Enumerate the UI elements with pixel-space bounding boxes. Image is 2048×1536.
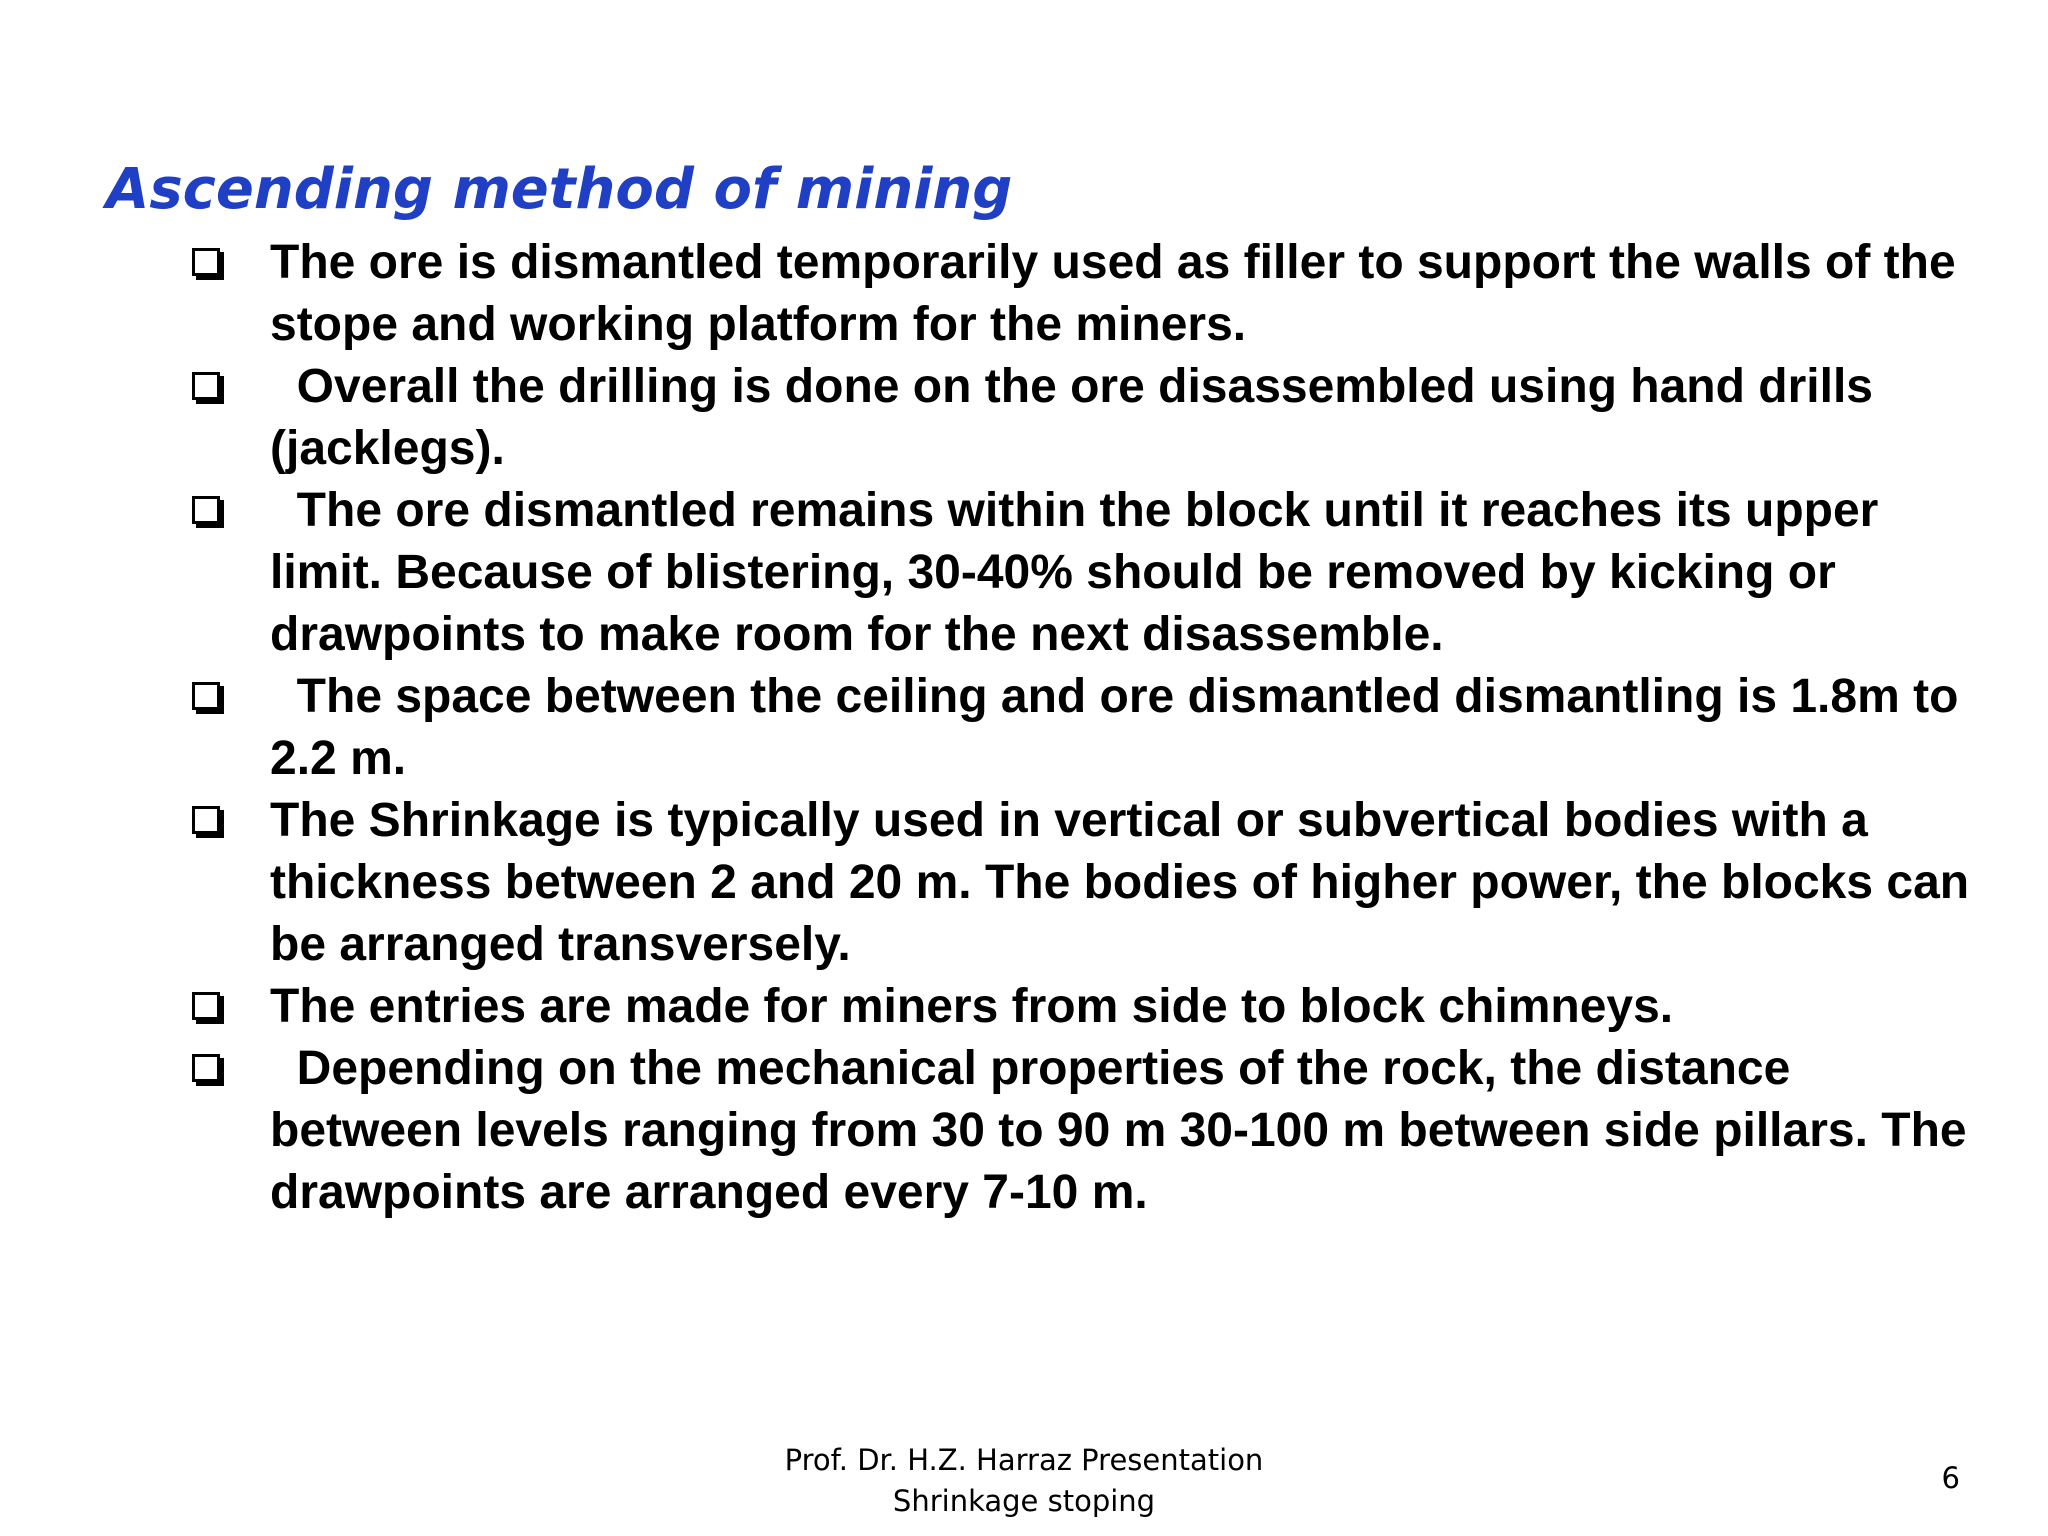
- checkbox-square-icon: [192, 1054, 220, 1082]
- checkbox-square-icon: [192, 248, 220, 276]
- bullet-item: [190, 1038, 1980, 1224]
- bullet-text: The entries are made for miners from side to block chimneys.: [270, 980, 1674, 1033]
- checkbox-square-icon: [192, 372, 220, 400]
- bullet-item: [190, 790, 1983, 976]
- bullet-item: [190, 480, 1970, 666]
- footer-author: Prof. Dr. H.Z. Harraz Presentation: [784, 1443, 1264, 1477]
- bullet-list: [190, 232, 1983, 1224]
- footer-topic: Shrinkage stoping: [892, 1484, 1156, 1518]
- bullet-item: [190, 356, 1970, 480]
- bullet-text: The ore dismantled remains within the block until it reaches its upper limit. Because of blistering, 30-40% should be removed by kicking or drawpoints to make room for the next disassemble.: [270, 484, 1892, 661]
- bullet-text: Depending on the mechanical properties of the rock, the distance between levels ranging from 30 to 90 m 30-100 m between side pillars. The drawpoints are arranged every 7-10 m.: [270, 1042, 1980, 1219]
- checkbox-square-icon: [192, 496, 220, 524]
- page-number: 6: [1941, 1461, 1960, 1495]
- checkbox-square-icon: [192, 682, 220, 710]
- bullet-text: The space between the ceiling and ore dismantled dismantling is 1.8m to 2.2 m.: [270, 670, 1972, 785]
- bullet-text: Overall the drilling is done on the ore disassembled using hand drills (jacklegs).: [270, 360, 1887, 475]
- footer-caption: [724, 1440, 1324, 1522]
- bullet-text: The ore is dismantled temporarily used as filler to support the walls of the stope and working platform for the miners.: [270, 236, 1970, 351]
- bullet-item: [190, 232, 1970, 356]
- checkbox-square-icon: [192, 992, 220, 1020]
- bullet-item: [190, 666, 1970, 790]
- slide-title: Ascending method of mining: [106, 157, 1013, 222]
- bullet-text: The Shrinkage is typically used in vertical or subvertical bodies with a thickness between 2 and 20 m. The bodies of higher power, the blocks can be arranged transversely.: [270, 794, 1983, 971]
- bullet-item: [190, 976, 1970, 1038]
- checkbox-square-icon: [192, 806, 220, 834]
